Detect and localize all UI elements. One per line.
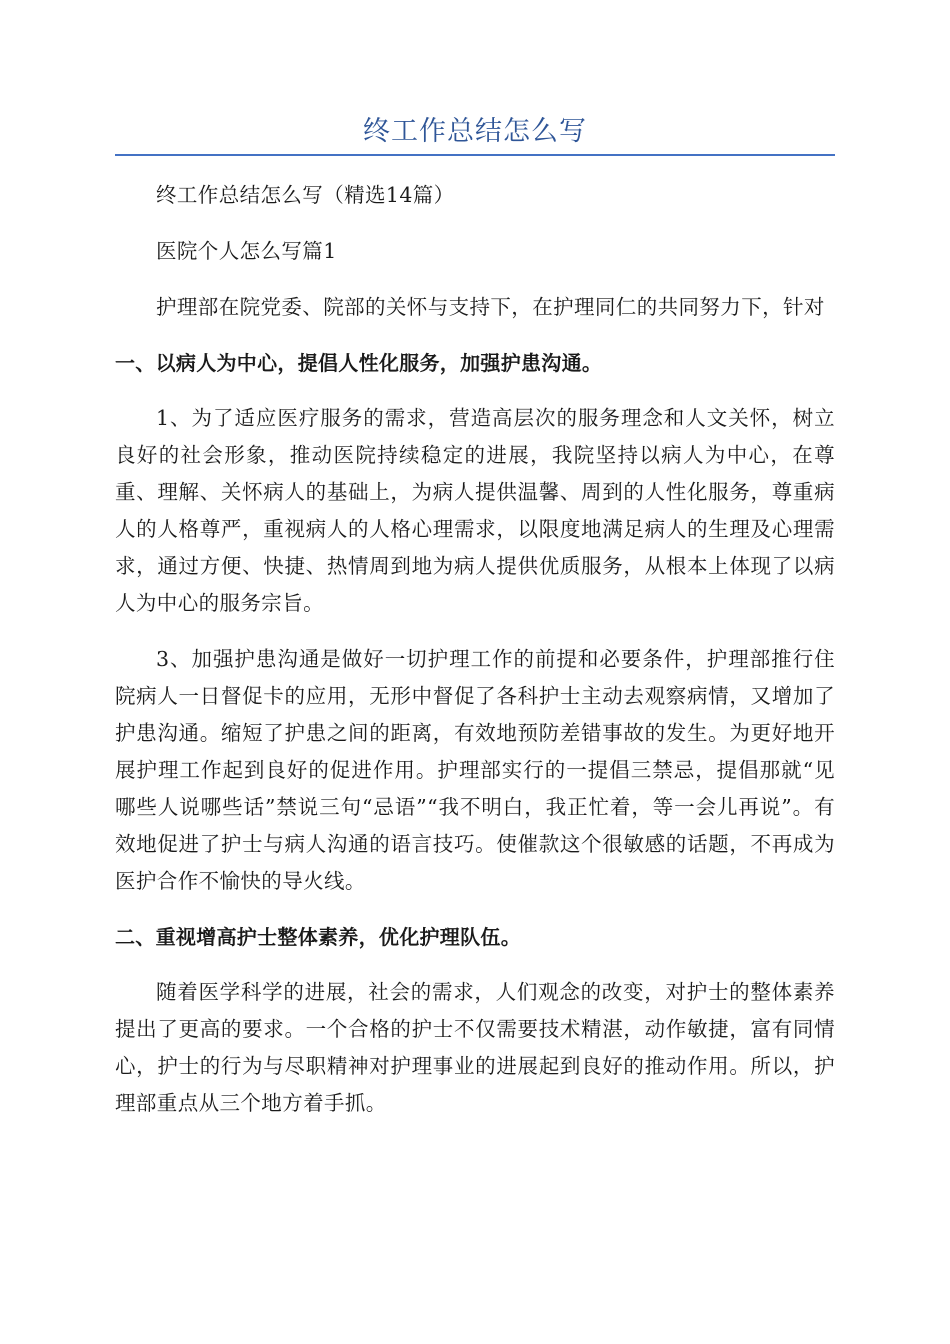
section1-paragraph-1: 1、为了适应医疗服务的需求，营造高层次的服务理念和人文关怀，树立良好的社会形象，推动医院持续稳定的进展，我院坚持以病人为中心，在尊重、理解、关怀病人的基础上，为病人提供温馨、周到的人性化服务，尊重病人的人格尊严，重视病人的人格心理需求，以限度地满足病人的生理及心理需求，通过方便、快捷、热情周到地为病人提供优质服务，从根本上体现了以病人为中心的服务宗旨。 [115, 406, 835, 615]
article-subtitle: 医院个人怎么写篇1 [156, 239, 337, 263]
document-title: 终工作总结怎么写 [363, 116, 587, 147]
title-underline [115, 154, 835, 156]
section2-paragraph-1: 随着医学科学的进展，社会的需求，人们观念的改变，对护士的整体素养提出了更高的要求。一个合格的护士不仅需要技术精湛，动作敏捷，富有同情心，护士的行为与尽职精神对护理事业的进展起到良好的推动作用。所以，护理部重点从三个地方着手抓。 [115, 980, 835, 1115]
section-heading-2: 二、重视增高护士整体素养，优化护理队伍。 [115, 925, 521, 949]
opening-paragraph: 护理部在院党委、院部的关怀与支持下，在护理同仁的共同努力下，针对 [156, 295, 825, 319]
section1-paragraph-3: 3、加强护患沟通是做好一切护理工作的前提和必要条件，护理部推行住院病人一日督促卡的应用，无形中督促了各科护士主动去观察病情，又增加了护患沟通。缩短了护患之间的距离，有效地预防差错事故的发生。为更好地开展护理工作起到良好的促进作用。护理部实行的一提倡三禁忌，提倡那就“见哪些人说哪些话”禁说三句“忌语”“我不明白，我正忙着，等一会儿再说”。有效地促进了护士与病人沟通的语言技巧。使催款这个很敏感的话题，不再成为医护合作不愉快的导火线。 [115, 647, 835, 893]
intro-paragraph: 终工作总结怎么写（精选14篇） [156, 183, 455, 207]
document-page [115, 0, 835, 1122]
section-heading-1: 一、以病人为中心，提倡人性化服务，加强护患沟通。 [115, 351, 603, 375]
